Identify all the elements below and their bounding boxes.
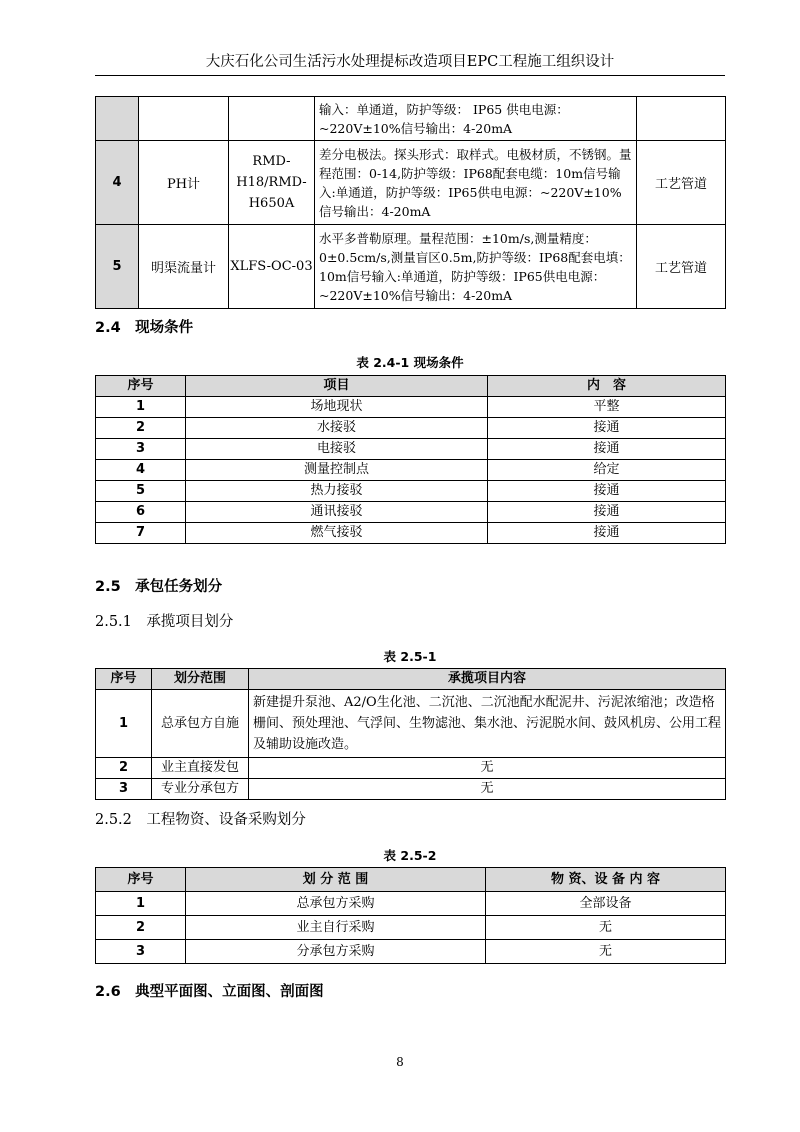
row-no: 1: [96, 892, 186, 916]
table-row: [96, 940, 726, 964]
table-row: [96, 439, 726, 460]
row-no: 7: [96, 523, 186, 544]
table-row: [96, 97, 726, 141]
col-header-content: 物 资、设 备 内 容: [486, 868, 726, 892]
row-no: 3: [96, 439, 186, 460]
row-content: 接通: [488, 502, 726, 523]
col-header-scope: 划 分 范 围: [186, 868, 486, 892]
table-row: [96, 523, 726, 544]
row-content: 接通: [488, 481, 726, 502]
row-no: 4: [96, 460, 186, 481]
procurement-division-table: [95, 867, 726, 964]
row-model: XLFS-OC-03: [229, 225, 315, 309]
row-item: 通讯接驳: [186, 502, 488, 523]
col-header-content: 承揽项目内容: [249, 669, 726, 690]
row-content: 接通: [488, 418, 726, 439]
row-content: 无: [486, 940, 726, 964]
row-no: 1: [96, 690, 152, 758]
row-name: 明渠流量计: [139, 225, 229, 309]
row-no: 2: [96, 758, 152, 779]
table-row: [96, 690, 726, 758]
table-row: [96, 418, 726, 439]
section-2-5-1-heading: 2.5.1 承揽项目划分: [95, 614, 234, 630]
section-2-4-heading: 2.4 现场条件: [95, 320, 194, 336]
row-name: [139, 97, 229, 141]
row-no: 3: [96, 779, 152, 800]
row-model: RMD-H18/RMD-H650A: [229, 141, 315, 225]
row-no: [96, 97, 139, 141]
row-no: 2: [96, 916, 186, 940]
col-header-no: 序号: [96, 669, 152, 690]
col-header-scope: 划分范围: [152, 669, 249, 690]
row-no: 5: [96, 225, 139, 309]
row-item: 燃气接驳: [186, 523, 488, 544]
site-conditions-table: [95, 375, 726, 544]
row-location: [637, 97, 726, 141]
section-2-5-2-heading: 2.5.2 工程物资、设备采购划分: [95, 812, 306, 828]
row-no: 2: [96, 418, 186, 439]
header-rule: [95, 75, 725, 76]
col-header-no: 序号: [96, 868, 186, 892]
row-item: 测量控制点: [186, 460, 488, 481]
page-number: 8: [396, 1055, 404, 1069]
table-row: [96, 481, 726, 502]
row-content: 平整: [488, 397, 726, 418]
row-scope: 专业分承包方: [152, 779, 249, 800]
page-header: 大庆石化公司生活污水处理提标改造项目EPC工程施工组织设计: [205, 54, 615, 70]
row-content: 接通: [488, 523, 726, 544]
row-content: 全部设备: [486, 892, 726, 916]
row-location: 工艺管道: [637, 225, 726, 309]
row-content: 无: [486, 916, 726, 940]
row-scope: 业主直接发包: [152, 758, 249, 779]
table-header-row: [96, 868, 726, 892]
table-row: [96, 779, 726, 800]
table-row: [96, 892, 726, 916]
row-scope: 总承包方采购: [186, 892, 486, 916]
row-scope: 分承包方采购: [186, 940, 486, 964]
row-item: 电接驳: [186, 439, 488, 460]
row-item: 场地现状: [186, 397, 488, 418]
row-scope: 总承包方自施: [152, 690, 249, 758]
table-row: [96, 916, 726, 940]
table-row: [96, 225, 726, 309]
row-content: 新建提升泵池、A2/O生化池、二沉池、二沉池配水配泥井、污泥浓缩池；改造格栅间、预处理池、气浮间、生物滤池、集水池、污泥脱水间、鼓风机房、公用工程及辅助设施改造。: [249, 690, 726, 758]
row-model: [229, 97, 315, 141]
row-content: 无: [249, 758, 726, 779]
instrument-table: [95, 96, 726, 309]
table-row: [96, 397, 726, 418]
table-2-4-1-caption: 表 2.4-1 现场条件: [356, 355, 464, 370]
table-header-row: [96, 669, 726, 690]
section-2-5-heading: 2.5 承包任务划分: [95, 579, 223, 595]
table-row: [96, 460, 726, 481]
table-header-row: [96, 376, 726, 397]
row-no: 6: [96, 502, 186, 523]
table-row: [96, 502, 726, 523]
row-item: 热力接驳: [186, 481, 488, 502]
row-spec: 输入：单通道，防护等级： IP65 供电电源：~220V±10%信号输出：4-20mA: [315, 97, 637, 141]
row-no: 5: [96, 481, 186, 502]
table-row: [96, 758, 726, 779]
row-spec: 水平多普勒原理。量程范围：±10m/s,测量精度：0±0.5cm/s,测量盲区0.5m,防护等级：IP68配套电填：10m信号输入:单通道，防护等级：IP65供电电源：~220V±10%信号输出：4-20mA: [315, 225, 637, 309]
table-2-5-2-caption: 表 2.5-2: [383, 848, 437, 863]
row-no: 3: [96, 940, 186, 964]
col-header-content: 内 容: [488, 376, 726, 397]
col-header-no: 序号: [96, 376, 186, 397]
table-row: [96, 141, 726, 225]
row-content: 无: [249, 779, 726, 800]
row-location: 工艺管道: [637, 141, 726, 225]
row-no: 4: [96, 141, 139, 225]
col-header-item: 项目: [186, 376, 488, 397]
row-item: 水接驳: [186, 418, 488, 439]
row-no: 1: [96, 397, 186, 418]
contract-division-table: [95, 668, 726, 800]
row-content: 给定: [488, 460, 726, 481]
section-2-6-heading: 2.6 典型平面图、立面图、剖面图: [95, 984, 324, 1000]
row-scope: 业主自行采购: [186, 916, 486, 940]
row-name: PH计: [139, 141, 229, 225]
row-spec: 差分电极法。探头形式：取样式。电极材质，不锈钢。量程范围：0-14,防护等级：IP68配套电缆：10m信号输入:单通道，防护等级：IP65供电电源：~220V±10%信号输出：4-20mA: [315, 141, 637, 225]
table-2-5-1-caption: 表 2.5-1: [383, 649, 437, 664]
row-content: 接通: [488, 439, 726, 460]
